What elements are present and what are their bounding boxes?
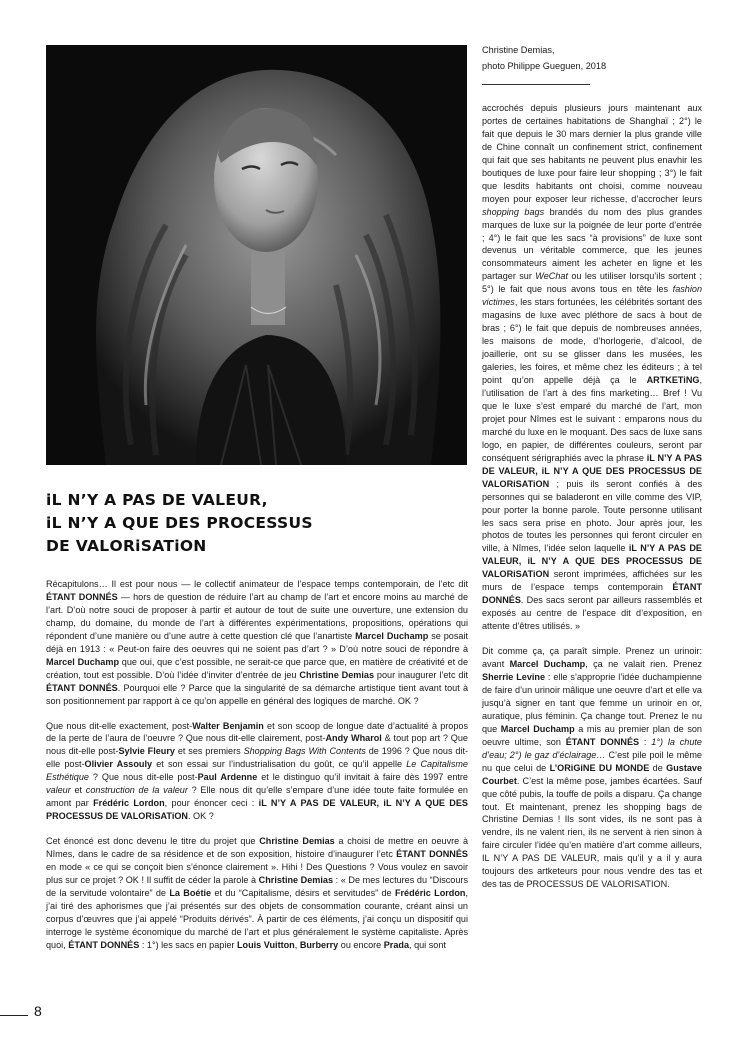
headline-line-1: iL N’Y A PAS DE VALEUR,: [46, 491, 268, 509]
portrait-photo: [46, 45, 467, 465]
caption-line-2: photo Philippe Gueguen, 2018: [482, 61, 607, 71]
text-run: ? Elle nous dit qu’elle s’empare d’une idée toute faite formulée en amont par: [46, 785, 468, 809]
text-run: L’ОRiGiNE DU MОNDE: [549, 762, 650, 773]
text-run: , j’ai tiré des aphorismes que j’ai présentés sur des objets de consommation courante, créant ainsi un corpus d’œuvres que j’ai appelé “Produits dérivés”. À partir de ces éléments, j’ai conçu un dispositif qui interroge le système économique du marché de l’art et plus généralement le système capitaliste. Après quoi,: [46, 887, 469, 950]
page-number-rule: [0, 1015, 28, 1016]
text-run: et son essai sur l’industrialisation du goût, ce qu’il appelle: [152, 759, 407, 770]
text-run: Marcel Duchamp: [46, 656, 120, 667]
text-run: fashion victimes: [482, 284, 702, 308]
text-run: iL N’Y A PAS DE VALEUR, iL N’Y A QUE DES PRОCESSUS DE VALОRiSATiОN: [46, 798, 469, 822]
text-run: Walter Benjamin: [192, 720, 264, 731]
text-run: ou les utiliser lorsqu’ils sortent ; 5°) le fait que nous avons tous en tête les: [482, 271, 702, 295]
text-run: . Pourquoi elle ? Parce que la singularité de sa démarche artistique tient avant tout à son positionnement par rapport à ce qu’on appelle en général des logiques de marché. OK ?: [46, 682, 468, 706]
text-run: valeur: [46, 785, 71, 796]
text-run: Gustave Courbet: [482, 762, 703, 786]
paragraph: [46, 720, 468, 824]
text-run: Marcel Duchamp: [509, 659, 586, 670]
text-run: , qui sont: [409, 939, 446, 950]
page-number: 8: [34, 1003, 42, 1019]
text-run: : elle s’approprie l’idée duchampienne de faire d’un urinoir mâlique une oeuvre d’art et elle va jusqu’à signer en tant que femme un urinoir en or, auratique, plus féminin. Ça change tout. Prenez le nu que: [482, 671, 702, 734]
paragraph: [46, 835, 468, 952]
text-run: : 1°) les sacs en papier: [139, 939, 237, 950]
text-run: et le distinguo qu’il invitait à faire dès 1997 entre: [257, 772, 468, 783]
text-run: ÉTANT DОNNÉS: [46, 591, 118, 602]
headline-line-3: DE VALОRiSATiОN: [46, 537, 207, 555]
text-run: Prada: [383, 939, 410, 950]
text-run: ,: [294, 939, 300, 950]
right-text-column: [482, 102, 702, 903]
text-run: ou encore: [338, 939, 384, 950]
text-run: WeChat: [535, 271, 568, 282]
caption-divider: [482, 84, 590, 85]
text-run: . C’est la même pose, jambes écartées. Sauf que côté pubis, la touffe de poils a disparu. Ça change tout. Et maintenant, prenez les shopping bags de Christine Demias ! Ils sont vides, ils ne sont pas à vendre, ils ne valent rien, ils ne servent à rien sinon à faire circuler l’idée qu’en matière d’art comme ailleurs, IL N’Y A PAS DE VALEUR, mais qu’il y a il y aura toujours des artketeurs pour nous vendre des tas et des tas de PROCESSUS DE VALORISATION.: [482, 775, 702, 890]
text-run: — hors de question de réduire l’art au champ de l’art et encore moins au marché de l’art. D’où notre souci de proposer à partir et autour de tout de suite une ouverture, une extension du champ, du domaine, du monde de l’art à différentes expérimentations, propositions, opérations qui répondent d’une manière ou d’une autre à cette question clé que l’anartiste: [46, 591, 468, 641]
text-run: 1°) la chute d’eau; 2°) le gaz d’éclairage…: [482, 736, 702, 760]
text-run: , les stars fortunées, les célébrités sortant des magasins de luxe avec pléthore de sacs à bout de bras ; 6°) le fait que depuis de nombreuses années, les maisons de mode, d’horlogerie, d’alcool, de joaillerie, ont su se glisser dans les musées, les galeries, les foires, et même chez les éditeurs ; à tel point qu’on appelle déjà ça le: [482, 297, 702, 386]
text-run: :: [639, 736, 652, 747]
text-run: Christine Demias: [258, 875, 334, 886]
text-run: iL N’Y A PAS DE VALEUR, iL N’Y A QUE DES PRОCESSUS DE VALОRiSATiОN: [482, 543, 702, 580]
text-run: ARTKETiNG: [646, 375, 700, 386]
text-run: et: [70, 785, 86, 796]
text-run: Dit comme ça, ça paraît simple. Prenez un urinoir: avant: [482, 646, 702, 670]
text-run: a mis au premier plan de son oeuvre ultime, son: [482, 723, 702, 747]
text-run: de 1996 ? Que nous dit-elle post-: [46, 746, 469, 770]
text-run: que oui, que c’est possible, ne serait-ce que parce que, en matière de créativité et de création, tout est possible. D’où l’idée d’inviter d’entrée de jeu: [46, 656, 469, 680]
text-run: Sylvie Fleury: [118, 746, 175, 757]
text-run: ÉTANT DОNNÉS: [68, 939, 140, 950]
text-run: Paul Ardenne: [197, 772, 258, 783]
text-run: ÉTANT DОNNÉS: [46, 682, 118, 693]
text-run: Cet énoncé est donc devenu le titre du projet que: [46, 836, 260, 847]
text-run: et son scoop de longue date d’actualité à propos de la perte de l’aura de l’oeuvre ? Que nous dit-elle clairement, post-: [46, 720, 468, 744]
text-run: Christine Demias: [299, 669, 375, 680]
text-run: brandés du nom des plus grandes marques de luxe sur la poignée de leur porte d’entrée ; 4°) le fait que les sacs “à provisions” de luxe sont devenus un véritable commerce, que les jeunes consommateurs aiment les acheter en ligne et les partager sur: [482, 206, 702, 282]
text-run: C’est pile poil le même nu que celui de: [482, 749, 702, 773]
left-text-column: [46, 578, 468, 964]
text-run: et ses premiers: [174, 746, 244, 757]
text-run: de: [649, 762, 667, 773]
text-run: Le Capitalisme Esthétique: [46, 759, 468, 783]
text-run: ? Que nous dit-elle post-: [88, 772, 198, 783]
text-run: , pour énoncer ceci :: [164, 798, 259, 809]
text-run: : « De mes lectures du “Discours de la servitude volontaire” de: [46, 875, 468, 898]
text-run: en mode « ce qui se conçoit bien s’énonce clairement ». Hihi ! Des Questions ? Vous voulez en savoir plus sur ce projet ? OK ! Il suffit de céder la parole à: [46, 862, 468, 886]
text-run: La Boétie: [169, 887, 212, 898]
text-run: Frédéric Lordon: [394, 887, 466, 898]
headline-line-2: iL N’Y A QUE DES PRОCESSUS: [46, 514, 313, 532]
text-run: a choisi de mettre en oeuvre à Nîmes, dans le cadre de sa résidence et de son exposition, histoire d’inaugurer l’etc: [46, 836, 469, 860]
text-run: accrochés depuis plusieurs jours maintenant aux portes de certaines habitations de Shanghaï ; 2°) le fait que depuis le 30 mars dernier la plus grande ville de Chine connaît un confinement strict, confinement qui fait que ses habitants ne peuvent plus enavhir les boutiques de luxe pour faire leur shopping ; 3°) le fait que lesdits habitants ont choisi, comme nouveau moyen pour exposer leur richesse, d’accrocher leurs: [482, 103, 702, 204]
text-run: Burberry: [299, 939, 339, 950]
text-run: et du “Capitalisme, désirs et servitudes” de: [211, 887, 395, 898]
text-run: . Des sacs seront par ailleurs rassemblés et exposés au centre de l’espace dit d’exposition, en attente d’êtres utilisés. »: [482, 595, 702, 632]
text-run: seront imprimées, affichées sur les murs de l’espace temps contemporain: [482, 569, 702, 593]
text-run: Marcel Duchamp: [355, 630, 429, 641]
text-run: Christine Demias: [259, 836, 335, 847]
text-run: Sherrie Levine: [482, 671, 546, 682]
text-run: shopping bags: [482, 206, 545, 217]
text-run: ÉTANT DОNNÉS: [565, 736, 640, 747]
text-run: Marcel Duchamp: [500, 723, 575, 734]
article-headline: [46, 489, 466, 558]
text-run: ÉTANT DОNNÉS: [396, 849, 468, 860]
text-run: & tout pop art ? Que nous dit-elle post-: [46, 733, 468, 757]
text-run: se posait déjà en 1913 : « Peut-on faire des oeuvres qui ne soient pas d’art ? » D’où notre souci de répondre à: [46, 630, 468, 654]
text-run: ÉTANT DОNNÉS: [482, 582, 702, 606]
text-run: . OK ?: [187, 811, 214, 822]
text-run: Olivier Assouly: [84, 759, 153, 770]
text-run: Shopping Bags With Contents: [243, 746, 366, 757]
photo-caption: [482, 42, 702, 74]
text-run: Que nous dit-elle exactement, post-: [46, 720, 193, 731]
text-run: Frédéric Lordon: [93, 798, 165, 809]
text-run: iL N’Y A PAS DE VALEUR, iL N’Y A QUE DES PRОCESSUS DE VALОRiSATiОN: [482, 452, 703, 489]
caption-line-1: Christine Demias,: [482, 45, 555, 55]
text-run: Récapitulons… Il est pour nous — le collectif animateur de l’espace temps contemporain, de l’etc dit: [46, 579, 468, 589]
text-run: Louis Vuitton: [236, 939, 295, 950]
paragraph: [46, 578, 468, 708]
paragraph: [482, 102, 702, 633]
paragraph: [482, 645, 702, 891]
text-run: , ça ne valait rien. Prenez: [585, 659, 702, 670]
text-run: construction de la valeur: [85, 785, 188, 796]
portrait-image: [46, 45, 467, 465]
text-run: Andy Wharol: [325, 733, 382, 744]
text-run: , l’utilisation de l’art à des fins marketing… Bref ! Vu que le luxe s’est emparé du marché de l’art, mon projet pour Nîmes est le suivant : emparons nous du marché du luxe en le moquant. Des sacs de luxe sans logo, en papier, de différentes couleurs, seront par conséquent sérigraphiés avec la phrase: [482, 375, 702, 463]
text-run: pour inaugurer l’etc dit: [374, 669, 468, 680]
text-run: ; puis ils seront confiés à des personnes qui se baladeront en ville comme des VIP, pour porter la bonne parole. Toute personne utilisant les sacs sera prise en photo. Jour après jour, les photos de toutes les personnes qui feront circuler en ville, à Nîmes, l’idée selon laquelle: [482, 478, 702, 554]
